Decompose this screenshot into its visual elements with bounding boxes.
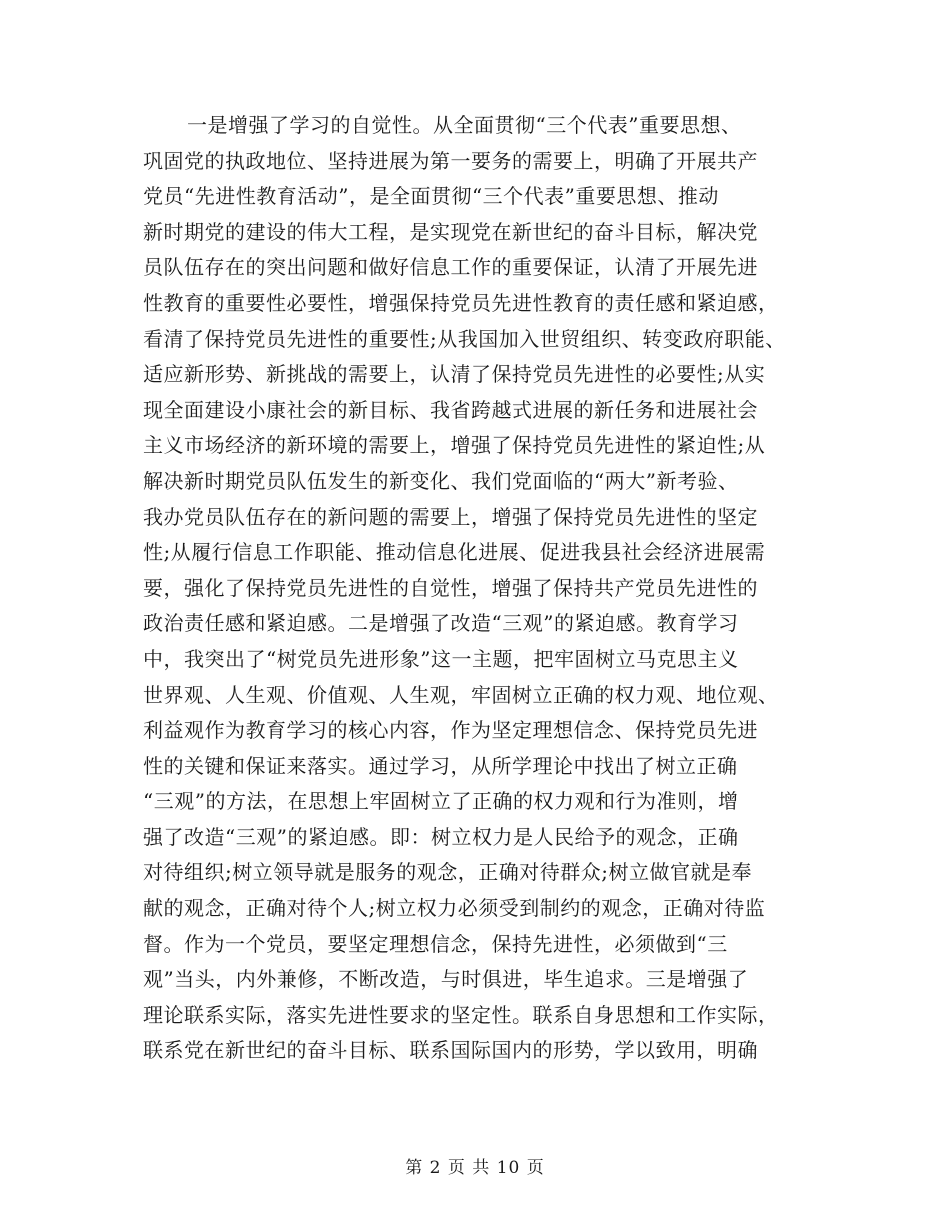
text-line: 新时期党的建设的伟大工程，是实现党在新世纪的奋斗目标，解决党: [143, 219, 758, 244]
text-line: 适应新形势、新挑战的需要上，认清了保持党员先进性的必要性;从实: [143, 362, 766, 387]
text-line: 看清了保持党员先进性的重要性;从我国加入世贸组织、转变政府职能、: [143, 326, 786, 351]
text-line: 要，强化了保持党员先进性的自觉性，增强了保持共产党员先进性的: [143, 575, 758, 600]
text-line: 党员“先进性教育活动”，是全面贯彻“三个代表”重要思想、推动: [143, 184, 719, 209]
text-line: 性的关键和保证来落实。通过学习，从所学理论中找出了树立正确: [143, 753, 738, 778]
text-line: 督。作为一个党员，要坚定理想信念，保持先进性，必须做到“三: [143, 931, 728, 956]
text-line: 世界观、人生观、价值观、人生观，牢固树立正确的权力观、地位观、: [143, 682, 779, 707]
text-line: 理论联系实际，落实先进性要求的坚定性。联系自身思想和工作实际，: [143, 1002, 779, 1027]
text-line: 联系党在新世纪的奋斗目标、联系国际国内的形势，学以致用，明确: [143, 1038, 758, 1063]
text-line: 主义市场经济的新环境的需要上，增强了保持党员先进性的紧迫性;从: [143, 433, 766, 458]
text-line: 观”当头，内外兼修，不断改造，与时俱进，毕生追求。三是增强了: [143, 967, 749, 992]
text-line: 强了改造“三观”的紧迫感。即：树立权力是人民给予的观念，正确: [143, 824, 739, 849]
text-line: 利益观作为教育学习的核心内容，作为坚定理想信念、保持党员先进: [143, 718, 758, 743]
body-text: [143, 108, 823, 1069]
text-line: 性教育的重要性必要性，增强保持党员先进性教育的责任感和紧迫感，: [143, 290, 779, 315]
text-line: 性;从履行信息工作职能、推动信息化进展、促进我县社会经济进展需: [143, 540, 766, 565]
text-line: 对待组织;树立领导就是服务的观念，正确对待群众;树立做官就是奉: [143, 860, 752, 885]
text-line: 政治责任感和紧迫感。二是增强了改造“三观”的紧迫感。教育学习: [143, 611, 739, 636]
text-line: 献的观念，正确对待个人;树立权力必须受到制约的观念，正确对待监: [143, 896, 766, 921]
text-line: 我办党员队伍存在的新问题的需要上，增强了保持党员先进性的坚定: [143, 504, 758, 529]
text-line: 中，我突出了“树党员先进形象”这一主题，把牢固树立马克思主义: [143, 646, 739, 671]
text-line: 员队伍存在的突出问题和做好信息工作的重要保证，认清了开展先进: [143, 255, 758, 280]
text-line: 现全面建设小康社会的新目标、我省跨越式进展的新任务和进展社会: [143, 397, 758, 422]
text-line: 巩固党的执政地位、坚持进展为第一要务的需要上，明确了开展共产: [143, 148, 758, 173]
page-footer: 第 2 页 共 10 页: [405, 1158, 545, 1178]
text-line: 一是增强了学习的自觉性。从全面贯彻“三个代表”重要思想、: [187, 113, 742, 137]
text-line: 解决新时期党员队伍发生的新变化、我们党面临的“两大”新考验、: [143, 468, 739, 493]
text-line: “三观”的方法，在思想上牢固树立了正确的权力观和行为准则，增: [143, 789, 739, 814]
